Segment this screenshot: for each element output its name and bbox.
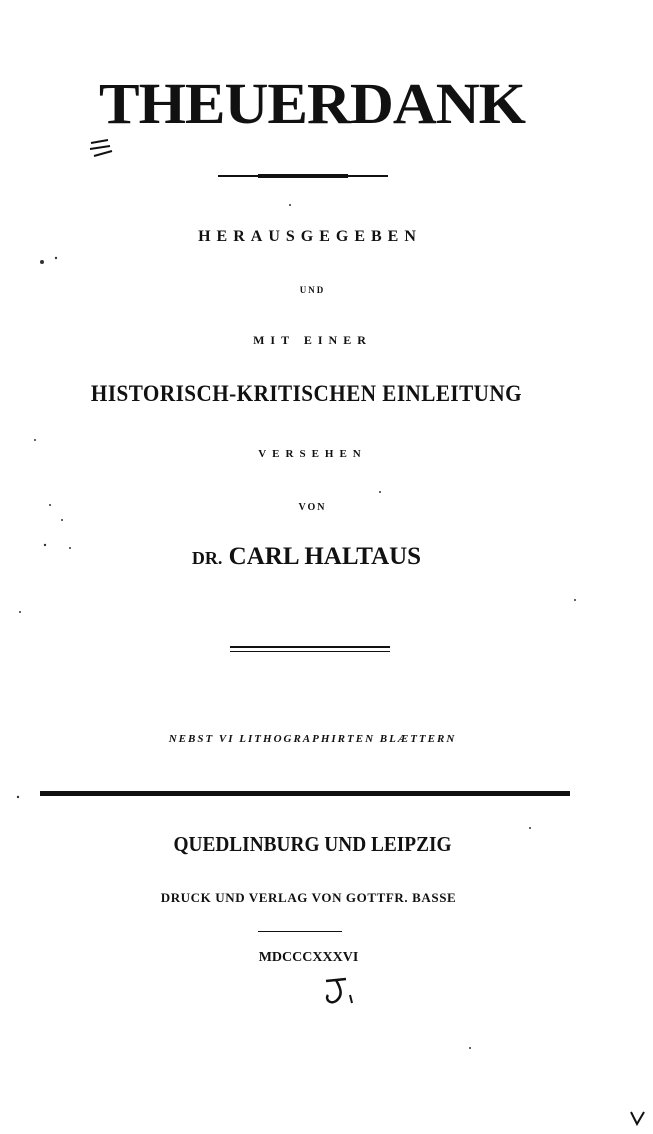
einleitung-line: HISTORISCH-KRITISCHEN EINLEITUNG bbox=[90, 381, 523, 406]
year-line: MDCCCXXXVI bbox=[258, 950, 359, 965]
versehen-line: VERSEHEN bbox=[258, 448, 367, 460]
von-line: VON bbox=[298, 502, 327, 513]
supplement-line: NEBST VI LITHOGRAPHIRTEN BLÆTTERN bbox=[168, 733, 457, 745]
mit-einer-line: MIT EINER bbox=[253, 333, 372, 347]
place-line: QUEDLINBURG UND LEIPZIG bbox=[173, 832, 452, 856]
author-name: CARL HALTAUS bbox=[228, 543, 422, 570]
book-title: THEUERDANK bbox=[98, 71, 526, 136]
und-line: UND bbox=[299, 285, 326, 295]
author-prefix: DR. bbox=[191, 548, 223, 568]
herausgegeben-line: HERAUSGEGEBEN bbox=[198, 228, 422, 245]
printer-line: DRUCK UND VERLAG VON GOTTFR. BASSE bbox=[160, 890, 457, 905]
